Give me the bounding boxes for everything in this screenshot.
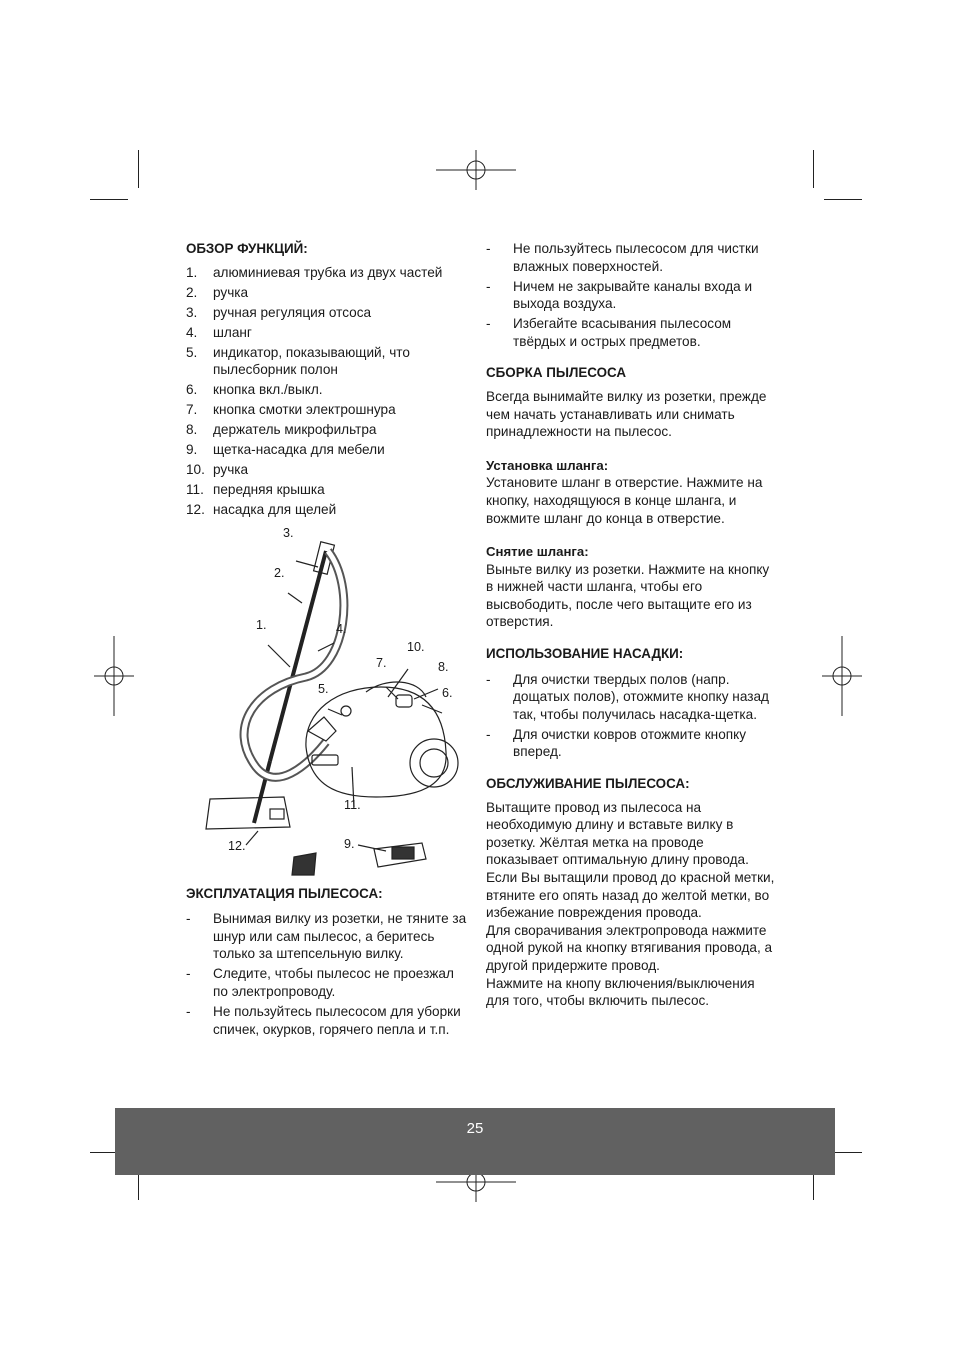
item-number: 8. — [186, 422, 198, 438]
item-text: Избегайте всасывания пылесосом твёрдых и острых предметов. — [513, 316, 732, 349]
item-text: передняя крышка — [213, 482, 325, 498]
operation-list — [186, 910, 468, 1038]
nozzle-list — [486, 671, 776, 761]
figure-label-8: 8. — [438, 659, 449, 674]
install-hose-text: Установите шланг в отверстие. Нажмите на кнопку, находящуюся в конце шланга, и вожмите шланг до конца в отверстие. — [486, 475, 763, 526]
right-column — [486, 240, 776, 1010]
maintenance-text-1: Вытащите провод из пылесоса на необходимую длину и вставьте вилку в розетку. Жёлтая метка на проводе показывает оптимальную длину провода. Если Вы вытащили провод до красной метки, втяните его опять назад до желтой метки, во избежание повреждения провода. — [486, 799, 775, 921]
figure-label-6: 6. — [442, 685, 453, 700]
item-number: 12. — [186, 502, 205, 518]
item-number: 4. — [186, 324, 198, 340]
page-number: 25 — [466, 1120, 484, 1137]
item-text: держатель микрофильтра — [213, 422, 377, 438]
assembly-heading: СБОРКА ПЫЛЕСОСА — [486, 365, 627, 381]
assembly-intro: Всегда вынимайте вилку из розетки, прежде чем начать устанавливать или снимать принадлежности на пылесос. — [486, 388, 767, 440]
figure-label-2: 2. — [274, 565, 285, 580]
list-item — [186, 461, 468, 479]
list-item — [186, 304, 468, 322]
item-number: 11. — [186, 482, 204, 498]
list-item — [186, 344, 468, 379]
item-text: Следите, чтобы пылесос не проезжал по электропроводу. — [213, 966, 454, 999]
item-text: кнопка смотки электрошнура — [213, 402, 396, 418]
registration-mark-right — [822, 636, 862, 716]
nozzle-heading: ИСПОЛЬЗОВАНИЕ НАСАДКИ: — [486, 646, 684, 662]
remove-hose-text: Выньте вилку из розетки. Нажмите на кнопку в нижней части шланга, чтобы его высвободить, после чего вытащите его из отверстия. — [486, 561, 770, 630]
item-text: ручная регуляция отсоса — [213, 304, 372, 320]
item-text: Для очистки твердых полов (напр. дощатых полов), отожмите кнопку назад так, чтобы получилась насадка-щетка. — [513, 671, 769, 722]
list-item — [186, 441, 468, 459]
vacuum-cleaner-drawing — [186, 527, 468, 883]
list-item: - Следите, чтобы пылесос не проезжал по электропроводу. — [186, 965, 468, 1000]
features-list — [186, 264, 468, 519]
registration-mark-left — [94, 636, 134, 716]
item-text: Вынимая вилку из розетки, не тяните за шнур или сам пылесос, а беритесь только за штепсельную вилку. — [213, 911, 467, 962]
operation-heading: ЭКСПЛУАТАЦИЯ ПЫЛЕСОСА: — [186, 885, 383, 901]
figure-label-9: 9. — [344, 836, 355, 851]
figure-label-7: 7. — [376, 655, 387, 670]
list-item: - Не пользуйтесь пылесосом для чистки влажных поверхностей. — [486, 240, 776, 275]
list-item: - Ничем не закрывайте каналы входа и выхода воздуха. — [486, 278, 776, 313]
item-text: шланг — [213, 324, 252, 340]
maintenance-heading: ОБСЛУЖИВАНИЕ ПЫЛЕСОСА: — [486, 776, 690, 792]
item-text: алюминиевая трубка из двух частей — [213, 264, 443, 280]
item-text: ручка — [213, 284, 249, 300]
figure-label-11: 11. — [344, 797, 361, 812]
item-number: 9. — [186, 442, 198, 458]
item-text: щетка-насадка для мебели — [213, 442, 385, 458]
item-text: Не пользуйтесь пылесосом для уборки спичек, окурков, горячего пепла и т.п. — [213, 1003, 461, 1037]
vacuum-cleaner-illustration — [186, 527, 468, 883]
list-item — [186, 501, 468, 519]
item-number: 1. — [186, 264, 198, 280]
list-item: - Для очистки ковров отожмите кнопку вперед. — [486, 726, 776, 761]
maintenance-text-3: Нажмите на кнопу включения/выключения для того, чтобы включить пылесос. — [486, 975, 755, 1009]
figure-label-1: 1. — [256, 617, 267, 632]
list-item: - Избегайте всасывания пылесосом твёрдых и острых предметов. — [486, 315, 776, 350]
list-item — [186, 401, 468, 419]
figure-label-12: 12. — [228, 838, 246, 853]
item-text: Для очистки ковров отожмите кнопку вперед. — [513, 726, 747, 760]
figure-label-3: 3. — [283, 525, 294, 540]
list-item — [186, 381, 468, 399]
item-text: насадка для щелей — [213, 502, 337, 518]
list-item — [186, 284, 468, 302]
registration-mark-top — [436, 150, 516, 190]
list-item: - Для очистки твердых полов (напр. дощатых полов), отожмите кнопку назад так, чтобы получилась насадка-щетка. — [486, 671, 776, 724]
list-item — [186, 324, 468, 342]
figure-label-4: 4. — [336, 621, 347, 636]
item-number: 3. — [186, 304, 198, 320]
install-hose-title: Установка шланга: — [486, 457, 609, 473]
item-number: 6. — [186, 382, 198, 398]
maintenance-text-2: Для сворачивания электропровода нажмите одной рукой на кнопку втягивания провода, а другой придержите провод. — [486, 922, 773, 973]
item-text: Не пользуйтесь пылесосом для чистки влажных поверхностей. — [513, 241, 759, 274]
figure-label-5: 5. — [318, 681, 329, 696]
caution-list — [486, 240, 776, 350]
item-number: 5. — [186, 344, 198, 360]
footer-bar — [115, 1108, 835, 1175]
features-heading: ОБЗОР ФУНКЦИЙ: — [186, 241, 308, 256]
remove-hose-title: Снятие шланга: — [486, 544, 589, 560]
left-column — [186, 240, 468, 1041]
list-item: - Не пользуйтесь пылесосом для уборки спичек, окурков, горячего пепла и т.п. — [186, 1003, 468, 1038]
item-number: 7. — [186, 402, 198, 418]
list-item — [186, 264, 468, 282]
list-item — [186, 481, 468, 499]
figure-label-10: 10. — [407, 639, 425, 654]
list-item — [186, 421, 468, 439]
item-number: 10. — [186, 462, 205, 478]
item-text: Ничем не закрывайте каналы входа и выхода воздуха. — [513, 278, 753, 312]
item-number: 2. — [186, 284, 198, 300]
list-item: - Вынимая вилку из розетки, не тяните за шнур или сам пылесос, а беритесь только за штепсельную вилку. — [186, 911, 467, 962]
item-text: индикатор, показывающий, что пылесборник полон — [213, 344, 410, 378]
item-text: кнопка вкл./выкл. — [213, 382, 323, 398]
item-text: ручка — [213, 462, 249, 478]
